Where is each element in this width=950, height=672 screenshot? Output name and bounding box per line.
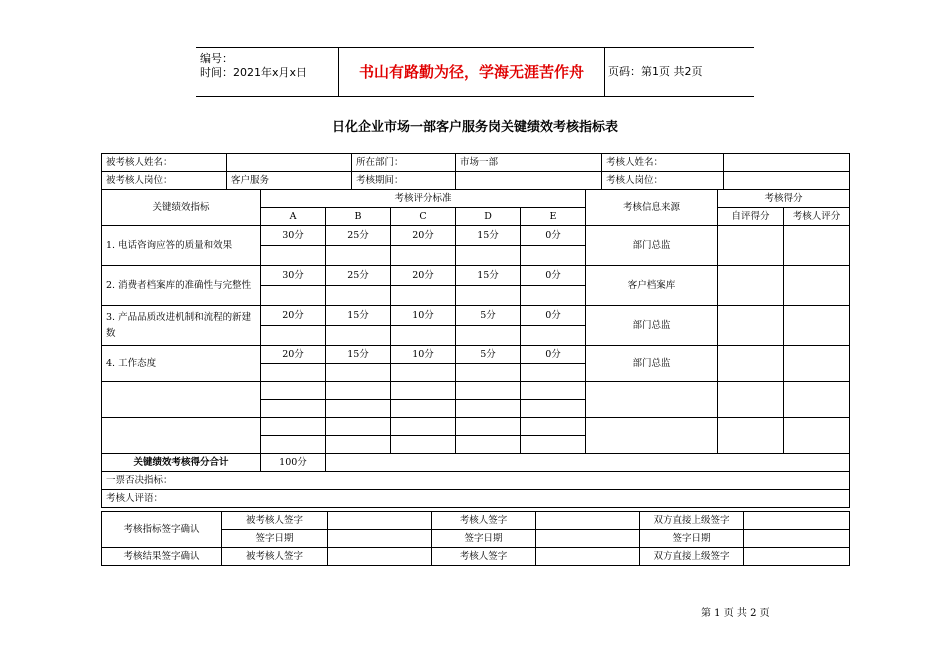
assessor-post-field[interactable] — [724, 172, 850, 190]
score-cell: 25分 — [326, 226, 391, 246]
assessee-sign-field[interactable] — [328, 548, 432, 566]
kpi-table — [101, 189, 850, 508]
grade-input[interactable] — [521, 364, 586, 382]
score-cell: 5分 — [456, 306, 521, 326]
grade-input[interactable] — [326, 436, 391, 454]
time-label: 时间：2021年x月x日 — [200, 66, 308, 79]
period-field[interactable] — [456, 172, 602, 190]
assessor-name-label: 考核人姓名： — [602, 154, 724, 172]
self-score-cell[interactable] — [718, 382, 784, 418]
page-code: 页码：第1页 共2页 — [608, 65, 703, 78]
total-value: 100分 — [261, 454, 326, 472]
assessor-score-cell[interactable] — [784, 382, 850, 418]
kpi-source-blank[interactable] — [586, 418, 718, 454]
grade-input[interactable] — [261, 286, 326, 306]
score-cell: 20分 — [391, 226, 456, 246]
assessor-score-header: 考核人评分 — [784, 208, 850, 226]
score-cell: 10分 — [391, 346, 456, 364]
sign-date-label: 签字日期 — [432, 530, 536, 548]
self-score-header: 自评得分 — [718, 208, 784, 226]
score-cell: 15分 — [326, 306, 391, 326]
score-cell: 25分 — [326, 266, 391, 286]
grade-input[interactable] — [261, 246, 326, 266]
total-remainder — [326, 454, 850, 472]
assessor-score-cell[interactable] — [784, 418, 850, 454]
info-table — [101, 153, 850, 190]
grade-input[interactable] — [456, 436, 521, 454]
name-label: 被考核人姓名： — [102, 154, 227, 172]
sign-date-field[interactable] — [328, 530, 432, 548]
grade-b-header: B — [326, 208, 391, 226]
score-cell: 15分 — [456, 266, 521, 286]
kpi-source-2: 客户档案库 — [586, 266, 718, 306]
dept-label: 所在部门： — [352, 154, 456, 172]
dept-value[interactable]: 市场一部 — [456, 154, 602, 172]
grade-input[interactable] — [456, 400, 521, 418]
assessor-score-cell[interactable] — [784, 346, 850, 382]
grade-input[interactable] — [456, 326, 521, 346]
sign-date-field[interactable] — [744, 530, 850, 548]
kpi-source-blank[interactable] — [586, 382, 718, 418]
assessee-sign-field[interactable] — [328, 512, 432, 530]
assessor-name-field[interactable] — [724, 154, 850, 172]
grade-input[interactable] — [391, 286, 456, 306]
assessor-sign-field[interactable] — [536, 512, 640, 530]
grade-input[interactable] — [326, 326, 391, 346]
assessor-sign-label: 考核人签字 — [432, 512, 536, 530]
score-header: 考核得分 — [718, 190, 850, 208]
score-cell: 0分 — [521, 226, 586, 246]
assessor-post-label: 考核人岗位： — [602, 172, 724, 190]
kpi-name-blank[interactable] — [102, 418, 261, 454]
score-cell: 5分 — [456, 346, 521, 364]
score-cell: 10分 — [391, 306, 456, 326]
grade-input[interactable] — [456, 382, 521, 400]
grade-input[interactable] — [391, 436, 456, 454]
kpi-name-2: 2. 消费者档案库的准确性与完整性 — [102, 266, 261, 306]
self-score-cell[interactable] — [718, 346, 784, 382]
self-score-cell[interactable] — [718, 306, 784, 346]
grade-input[interactable] — [521, 436, 586, 454]
grade-d-header: D — [456, 208, 521, 226]
indicator-confirm-label: 考核指标签字确认 — [102, 512, 222, 548]
superior-sign-field[interactable] — [744, 512, 850, 530]
grade-input[interactable] — [521, 418, 586, 436]
self-score-cell[interactable] — [718, 418, 784, 454]
post-label: 被考核人岗位： — [102, 172, 227, 190]
grade-input[interactable] — [391, 364, 456, 382]
assessor-comment[interactable]: 考核人评语： — [102, 490, 850, 508]
grade-input[interactable] — [261, 418, 326, 436]
standard-header: 考核评分标准 — [261, 190, 586, 208]
kpi-source-3: 部门总监 — [586, 306, 718, 346]
page-title: 日化企业市场一部客户服务岗关键绩效考核指标表 — [331, 120, 618, 135]
grade-input[interactable] — [261, 382, 326, 400]
score-cell: 20分 — [391, 266, 456, 286]
sign-date-label: 签字日期 — [640, 530, 744, 548]
grade-input[interactable] — [391, 418, 456, 436]
veto-indicator[interactable]: 一票否决指标： — [102, 472, 850, 490]
grade-input[interactable] — [456, 246, 521, 266]
assessor-sign-field[interactable] — [536, 548, 640, 566]
period-label: 考核期间： — [352, 172, 456, 190]
sign-date-label: 签字日期 — [222, 530, 328, 548]
grade-e-header: E — [521, 208, 586, 226]
grade-input[interactable] — [326, 400, 391, 418]
grade-input[interactable] — [391, 246, 456, 266]
grade-input[interactable] — [521, 400, 586, 418]
score-cell: 0分 — [521, 266, 586, 286]
signature-table — [101, 511, 850, 566]
score-cell: 0分 — [521, 306, 586, 326]
total-label: 关键绩效考核得分合计 — [102, 454, 261, 472]
kpi-name-3: 3. 产品品质改进机制和流程的新建数 — [102, 306, 261, 346]
assessor-sign-label: 考核人签字 — [432, 548, 536, 566]
kpi-header: 关键绩效指标 — [102, 190, 261, 226]
self-score-cell[interactable] — [718, 226, 784, 266]
grade-input[interactable] — [521, 286, 586, 306]
grade-input[interactable] — [261, 326, 326, 346]
score-cell: 15分 — [326, 346, 391, 364]
grade-c-header: C — [391, 208, 456, 226]
score-cell: 20分 — [261, 346, 326, 364]
grade-input[interactable] — [521, 382, 586, 400]
grade-input[interactable] — [391, 326, 456, 346]
grade-input[interactable] — [261, 436, 326, 454]
grade-input[interactable] — [326, 286, 391, 306]
grade-input[interactable] — [391, 400, 456, 418]
grade-input[interactable] — [456, 286, 521, 306]
header-motto: 书山有路勤为径，学海无涯苦作舟 — [338, 48, 605, 96]
grade-input[interactable] — [326, 246, 391, 266]
post-value[interactable]: 客户服务 — [227, 172, 352, 190]
score-cell: 20分 — [261, 306, 326, 326]
assessor-score-cell[interactable] — [784, 266, 850, 306]
superior-sign-label: 双方直接上级签字 — [640, 548, 744, 566]
serial-label: 编号： — [200, 52, 233, 65]
grade-input[interactable] — [521, 326, 586, 346]
kpi-source-1: 部门总监 — [586, 226, 718, 266]
superior-sign-label: 双方直接上级签字 — [640, 512, 744, 530]
header-meta — [200, 52, 307, 80]
assessor-score-cell[interactable] — [784, 306, 850, 346]
grade-input[interactable] — [326, 364, 391, 382]
kpi-name-blank[interactable] — [102, 382, 261, 418]
page-header — [196, 47, 754, 97]
sign-date-field[interactable] — [536, 530, 640, 548]
superior-sign-field[interactable] — [744, 548, 850, 566]
kpi-name-4: 4. 工作态度 — [102, 346, 261, 382]
source-header: 考核信息来源 — [586, 190, 718, 226]
grade-input[interactable] — [326, 382, 391, 400]
grade-a-header: A — [261, 208, 326, 226]
score-cell: 30分 — [261, 266, 326, 286]
grade-input[interactable] — [456, 364, 521, 382]
grade-input[interactable] — [261, 400, 326, 418]
name-field[interactable] — [227, 154, 352, 172]
score-cell: 30分 — [261, 226, 326, 246]
kpi-source-4: 部门总监 — [586, 346, 718, 382]
score-cell: 15分 — [456, 226, 521, 246]
kpi-name-1: 1. 电话咨询应答的质量和效果 — [102, 226, 261, 266]
score-cell: 0分 — [521, 346, 586, 364]
assessor-score-cell[interactable] — [784, 226, 850, 266]
result-confirm-label: 考核结果签字确认 — [102, 548, 222, 566]
grade-input[interactable] — [521, 246, 586, 266]
self-score-cell[interactable] — [718, 266, 784, 306]
grade-input[interactable] — [391, 382, 456, 400]
grade-input[interactable] — [326, 418, 391, 436]
assessee-sign-label: 被考核人签字 — [222, 548, 328, 566]
grade-input[interactable] — [456, 418, 521, 436]
grade-input[interactable] — [261, 364, 326, 382]
assessee-sign-label: 被考核人签字 — [222, 512, 328, 530]
page-footer: 第 1 页 共 2 页 — [701, 608, 770, 619]
